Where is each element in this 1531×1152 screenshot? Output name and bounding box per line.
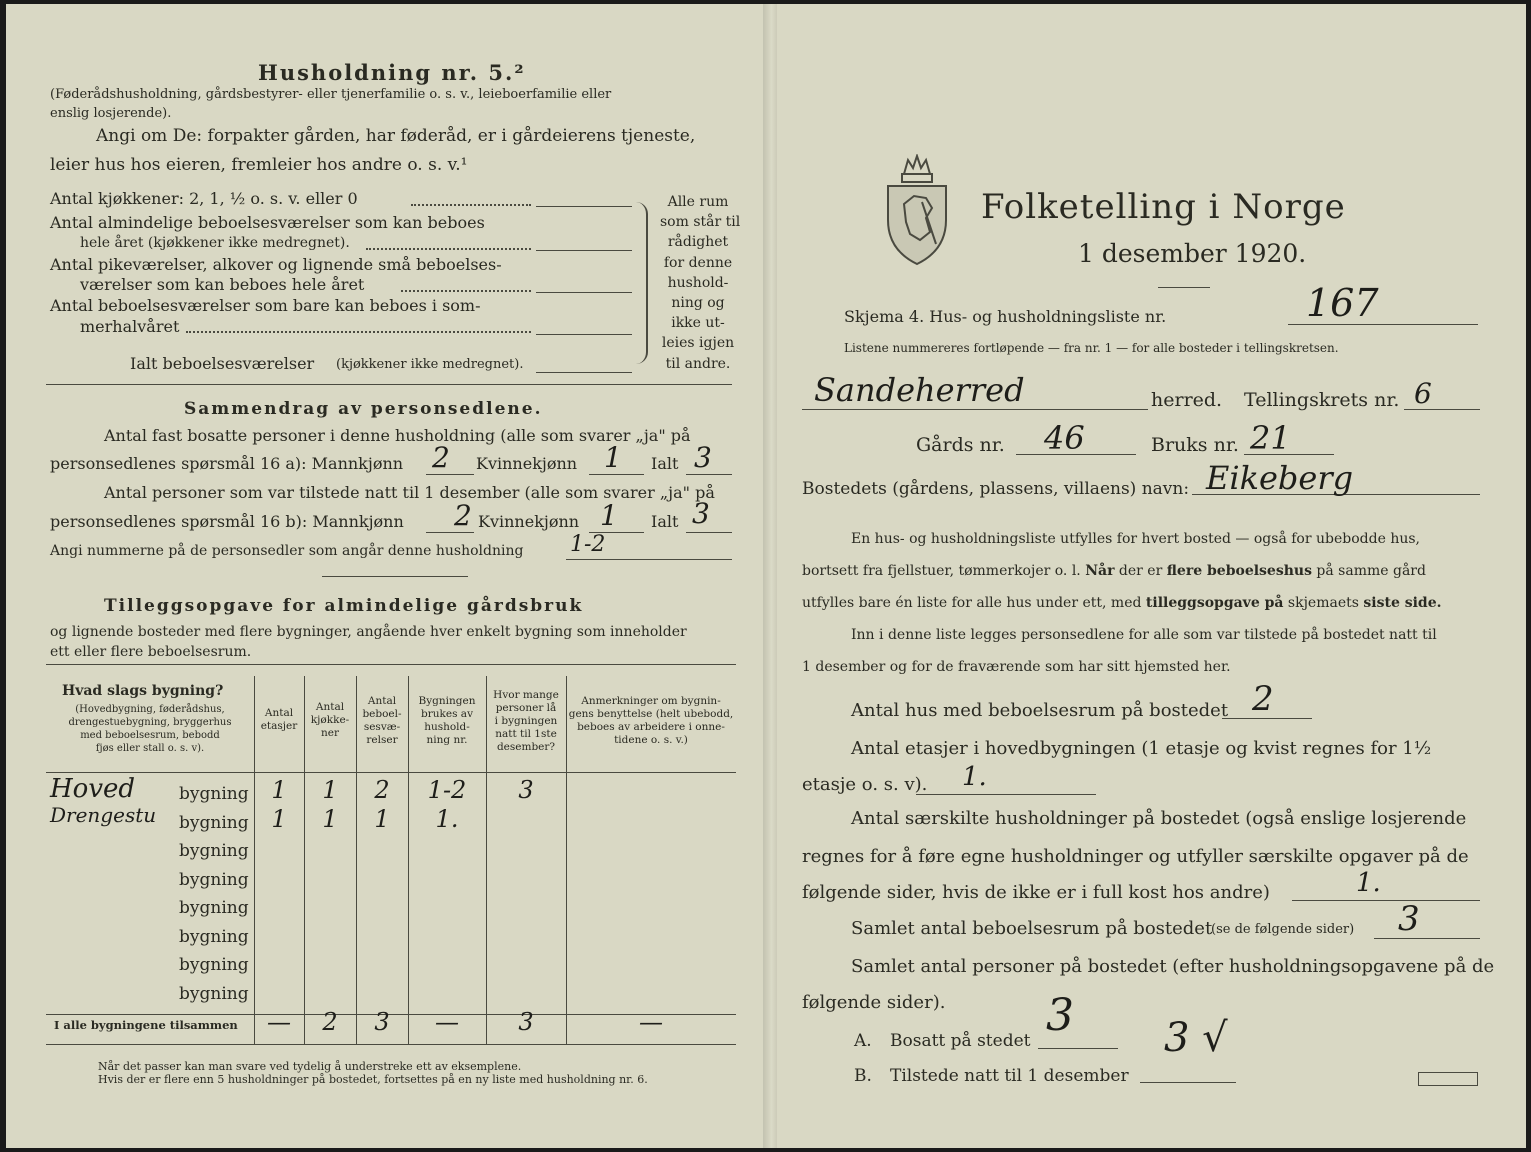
footnote-1: Når det passer kan man svare ved tydelig å understreke ett av eksemplene. (98, 1060, 522, 1073)
ordinary-rooms-label-2: hele året (kjøkkener ikke medregnet). (80, 235, 350, 251)
hw-total-used-by: — (435, 1008, 459, 1036)
q-rooms: Samlet antal beboelsesrum på bostedet (851, 918, 1213, 939)
b-label: B. (854, 1066, 872, 1086)
col-header-rooms: beboel- (362, 708, 402, 720)
kitchens-answer-line (536, 206, 632, 207)
extra-title: Tilleggsopgave for almindelige gårdsbruk (104, 596, 584, 616)
col-header-persons: desember? (496, 741, 556, 753)
page-fold (763, 4, 777, 1148)
summary-line-4b: Kvinnekjønn (478, 512, 580, 531)
ask-line-2: leier hus hos eieren, fremleier hos andre o. s. v.¹ (50, 155, 468, 175)
hw-total-persons: 3 (518, 1008, 534, 1036)
extra-sub-2: ett eller flere beboelsesrum. (50, 644, 252, 660)
col-header-type-note: drengestuebygning, bryggerhus (68, 717, 232, 728)
summary-rule (322, 576, 468, 577)
a-label: A. (854, 1031, 872, 1051)
hw-houses: 2 (1252, 679, 1274, 719)
summary-line-4a: personsedlenes spørsmål 16 b): Mannkjønn (50, 512, 404, 531)
b-text: Tilstede natt til 1 desember (890, 1066, 1129, 1086)
col-header-rooms: Antal (367, 695, 397, 707)
k1-line (589, 474, 644, 475)
footnote-2: Hvis der er flere enn 5 husholdninger på bostedet, fortsettes på en ny liste med husholdning nr. 6. (98, 1073, 648, 1086)
side-note-line: rådighet (667, 234, 729, 251)
intro-line-1: (Føderådshusholdning, gårdsbestyrer- eller tjenerfamilie o. s. v., leieboerfamilie eller (50, 87, 612, 102)
col-header-kitchens: Antal (315, 701, 345, 713)
hw-total-remarks: — (639, 1008, 663, 1036)
hw-building-name: Drengestu (50, 802, 157, 827)
maid-answer-line (536, 292, 632, 293)
hw-total-kitchens: 2 (322, 1008, 338, 1036)
hw-female-resident: 1 (604, 441, 622, 474)
col-header-used-by: ning nr. (426, 734, 468, 746)
herred-line (802, 409, 1148, 410)
col-header-used-by: brukes av (421, 708, 473, 720)
b-line (1140, 1082, 1236, 1083)
q-rooms-note: (se de følgende sider) (1211, 922, 1355, 937)
hw-total-resident: 3 (694, 441, 712, 474)
col-header-remarks: gens benyttelse (helt ubebodd, (568, 708, 734, 720)
hw-total-rooms: 3 (374, 1008, 390, 1036)
nums-line (566, 559, 732, 560)
hw-bosted: Eikeberg (1206, 459, 1354, 497)
m2-line (426, 532, 474, 533)
hw-cell-persons: 3 (518, 776, 534, 804)
a-text: Bosatt på stedet (890, 1031, 1031, 1051)
hw-cell-kitchens: 1 (322, 804, 338, 833)
summary-line-1: Antal fast bosatte personer i denne husholdning (alle som svarer „ja" på (104, 426, 691, 445)
maid-rooms-label-1: Antal pikeværelser, alkover og lignende små beboelses- (50, 255, 502, 274)
kitchens-dots (411, 204, 531, 206)
total-rooms-label: Ialt beboelsesværelser (130, 354, 315, 373)
col-header-persons: natt til 1ste (495, 728, 557, 740)
summer-rooms-label-1: Antal beboelsesværelser som bare kan beboes i som- (50, 296, 481, 315)
col-header-type-note: fjøs eller stall o. s. v). (95, 743, 205, 754)
households-line (1292, 900, 1480, 901)
para-line-1: En hus- og husholdningsliste utfylles for hvert bosted — også for ubebodde hus, (851, 531, 1420, 547)
hw-list-number: 167 (1306, 281, 1379, 325)
hw-households: 1. (1356, 868, 1381, 898)
hw-floors: 1. (962, 762, 987, 792)
summer-dots (186, 331, 531, 333)
i1-line (686, 474, 732, 475)
summary-line-2c: Ialt (651, 454, 679, 473)
a-line (1038, 1048, 1118, 1049)
section-divider-1 (46, 384, 732, 385)
i2-line (686, 532, 732, 533)
side-note-line: leies igjen (661, 335, 735, 352)
row-label: bygning (179, 841, 249, 861)
col-header-persons: i bygningen (494, 715, 558, 727)
para-line-3: utfylles bare én liste for alle hus under ett, med tilleggsopgave på skjemaets siste side. (802, 595, 1442, 611)
hw-resident: 3 (1046, 990, 1074, 1041)
summary-line-5: Angi nummerne på de personsedler som angår denne husholdning (50, 543, 524, 559)
hw-male-resident: 2 (432, 441, 450, 474)
col-header-persons: personer lå (495, 702, 557, 714)
bosted-label: Bostedets (gårdens, plassens, villaens) navn: (802, 479, 1190, 499)
total-label: I alle bygningene tilsammen (54, 1018, 238, 1032)
summer-rooms-label-2: merhalvåret (80, 317, 180, 336)
row-label: bygning (179, 869, 249, 890)
q-households-2: regnes for å føre egne husholdninger og utfyller særskilte opgaver på de (802, 846, 1469, 867)
para-line-5: 1 desember og for de fraværende som har sitt hjemsted her. (802, 659, 1231, 675)
gards-label: Gårds nr. (916, 434, 1005, 456)
title-rule (1158, 287, 1210, 288)
hw-male-present: 2 (454, 499, 472, 532)
summary-line-3: Antal personer som var tilstede natt til 1 desember (alle som svarer „ja" på (104, 483, 715, 502)
q-persons-1: Samlet antal personer på bostedet (efter husholdningsopgavene på de (851, 956, 1495, 977)
floors-line (916, 794, 1096, 795)
maid-rooms-label-2: værelser som kan beboes hele året (80, 275, 365, 294)
hw-cell-floors: 1 (271, 776, 287, 804)
maid-dots (401, 290, 531, 292)
rooms-brace (634, 202, 648, 364)
hw-rooms: 3 (1398, 899, 1420, 939)
hw-cell-used-by: 1. (435, 804, 459, 833)
col-header-persons: Hvor mange (493, 689, 559, 701)
row-label: bygning (179, 955, 249, 975)
side-note-line: ikke ut- (671, 315, 725, 332)
side-note-line: Alle rum (667, 194, 729, 210)
side-note-line: ning og (671, 295, 725, 311)
row-label: bygning (179, 812, 249, 833)
col-header-used-by: Bygningen (418, 695, 476, 707)
para-line-4: Inn i denne liste legges personsedlene for alle som var tilstede på bostedet natt til (851, 627, 1437, 643)
q-floors-2: etasje o. s. v). (802, 774, 928, 795)
side-note-line: til andre. (665, 355, 731, 372)
col-header-remarks: beboes av arbeidere i onne- (577, 721, 725, 733)
list-note: Listene nummereres fortløpende — fra nr. 1 — for alle bosteder i tellingskretsen. (844, 341, 1339, 355)
table-header-rule (46, 772, 736, 773)
summary-line-2a: personsedlenes spørsmål 16 a): Mannkjønn (50, 454, 404, 473)
side-note-line: som står til (660, 214, 741, 231)
hw-female-present: 1 (600, 499, 618, 532)
col-header-remarks: Anmerkninger om bygnin- (581, 695, 721, 707)
hw-cell-rooms: 2 (374, 776, 390, 804)
summary-title: Sammendrag av personsedlene. (184, 399, 543, 419)
m1-line (426, 474, 474, 475)
census-sheet (6, 4, 1526, 1148)
census-date: 1 desember 1920. (1078, 239, 1307, 268)
hw-total-floors: — (267, 1008, 291, 1036)
row-label: bygning (179, 926, 249, 947)
kitchens-label: Antal kjøkkener: 2, 1, ½ o. s. v. eller 0 (50, 189, 358, 208)
herred-label: herred. (1151, 389, 1223, 411)
hw-check-mark: 3 √ (1164, 1015, 1228, 1061)
hw-person-numbers: 1-2 (570, 532, 606, 557)
col-header-type: Hvad slags bygning? (62, 683, 224, 699)
printer-stamp (1418, 1072, 1478, 1086)
col-header-floors: Antal (264, 707, 294, 719)
ask-line-1: Angi om De: forpakter gården, har føderåd, er i gårdeierens tjeneste, (96, 126, 696, 146)
hw-cell-floors: 1 (271, 804, 287, 833)
hw-building-name: Hoved (50, 774, 136, 804)
col-header-kitchens: ner (321, 727, 339, 739)
col-header-rooms: sesvæ- (363, 721, 401, 733)
summer-answer-line (536, 334, 632, 335)
extra-sub-1: og lignende bosteder med flere bygninger, angående hver enkelt bygning som inneholder (50, 624, 687, 640)
q-households-1: Antal særskilte husholdninger på bostedet (også enslige losjerende (851, 808, 1467, 829)
hw-cell-rooms: 1 (374, 804, 390, 833)
total-rooms-note: (kjøkkener ikke medregnet). (336, 357, 524, 372)
table-top-rule (46, 664, 736, 665)
col-header-type-note: med beboelsesrum, bebodd (80, 730, 220, 741)
hw-total-present: 3 (692, 497, 710, 530)
col-header-rooms: relser (366, 734, 398, 746)
census-title: Folketelling i Norge (981, 187, 1346, 227)
row-label: bygning (179, 898, 249, 918)
rooms-line (1374, 938, 1480, 939)
side-note-line: hushold- (667, 274, 729, 291)
total-answer-line (536, 372, 632, 373)
bruks-label: Bruks nr. (1151, 434, 1239, 456)
intro-line-2: enslig losjerende). (50, 106, 172, 121)
summary-line-4c: Ialt (651, 512, 679, 531)
col-header-type-note: (Hovedbygning, føderådshus, (75, 704, 225, 715)
col-header-used-by: hushold- (424, 721, 470, 733)
q-houses: Antal hus med beboelsesrum på bostedet (851, 700, 1229, 721)
coat-of-arms-icon (882, 154, 952, 266)
hw-gards: 46 (1044, 419, 1085, 457)
household-title: Husholdning nr. 5.² (258, 60, 526, 85)
col-header-floors: etasjer (260, 720, 298, 732)
hw-herred: Sandeherred (814, 371, 1025, 409)
row-label: bygning (179, 784, 249, 804)
side-note-line: for denne (663, 254, 733, 271)
ordinary-answer-line (536, 250, 632, 251)
col-header-remarks: tidene o. s. v.) (614, 734, 688, 746)
hw-krets: 6 (1414, 377, 1432, 410)
krets-label: Tellingskrets nr. (1244, 389, 1400, 411)
schema-label: Skjema 4. Hus- og husholdningsliste nr. (844, 307, 1167, 326)
hw-bruks: 21 (1250, 419, 1291, 457)
q-floors-1: Antal etasjer i hovedbygningen (1 etasje og kvist regnes for 1½ (851, 738, 1432, 759)
ordinary-rooms-label-1: Antal almindelige beboelsesværelser som kan beboes (50, 213, 485, 232)
para-line-2: bortsett fra fjellstuer, tømmerkojer o. l. Når der er flere beboelseshus på samme gård (802, 563, 1426, 579)
hw-cell-kitchens: 1 (322, 776, 338, 804)
q-households-3: følgende sider, hvis de ikke er i full kost hos andre) (802, 882, 1270, 903)
hw-cell-used-by: 1-2 (427, 776, 467, 804)
row-label: bygning (179, 983, 249, 1004)
ordinary-dots (366, 248, 531, 250)
table-bottom-rule (46, 1044, 736, 1045)
summary-line-2b: Kvinnekjønn (476, 454, 578, 473)
q-persons-2: følgende sider). (802, 992, 946, 1013)
col-header-kitchens: kjøkke- (310, 714, 350, 726)
